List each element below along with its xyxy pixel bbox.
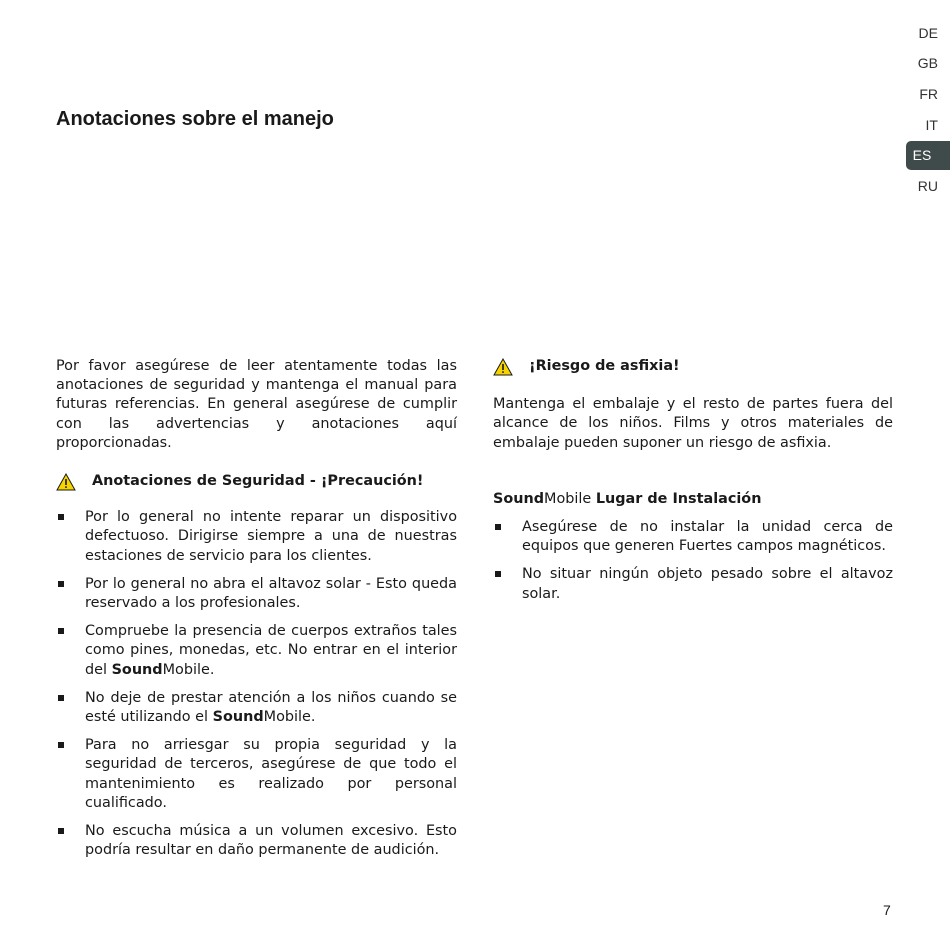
list-item-text: Mobile. bbox=[162, 661, 215, 678]
language-tab-de[interactable]: DE bbox=[918, 24, 938, 41]
bullet-square-icon bbox=[58, 628, 64, 634]
bullet-square-icon bbox=[58, 581, 64, 587]
safety-heading-text: Anotaciones de Seguridad - ¡Precaución! bbox=[92, 473, 424, 490]
list-item-text: Por lo general no intente reparar un dispositivo defectuoso. Dirigirse siempre a una de nuestras estaciones de servicio para los clientes. bbox=[85, 509, 457, 564]
language-tab-it[interactable]: IT bbox=[925, 116, 938, 133]
bullet-square-icon bbox=[495, 571, 501, 577]
location-heading bbox=[493, 490, 893, 509]
language-tab-es[interactable]: ES bbox=[906, 141, 950, 170]
suffocation-paragraph: Mantenga el embalaje y el resto de partes fuera del alcance de los niños. Films y otros materiales de embalaje pueden suponer un riesgo de asfixia. bbox=[493, 396, 893, 451]
location-list-item bbox=[493, 565, 893, 603]
safety-list-item bbox=[56, 575, 457, 613]
brand-text: Sound bbox=[212, 709, 264, 726]
page-title: Anotaciones sobre el manejo bbox=[56, 108, 334, 130]
safety-heading bbox=[56, 472, 457, 491]
location-list-item bbox=[493, 518, 893, 556]
language-tab-ru[interactable]: RU bbox=[917, 177, 938, 194]
warning-icon bbox=[56, 473, 76, 491]
safety-list-item bbox=[56, 622, 457, 680]
safety-list-item bbox=[56, 736, 457, 813]
safety-list bbox=[56, 508, 457, 860]
language-tabs bbox=[906, 18, 950, 202]
brand-sound: Sound bbox=[493, 490, 545, 507]
list-item-text: Compruebe la presencia de cuerpos extraños tales como pines, monedas, etc. No entrar en el interior del bbox=[85, 623, 457, 678]
bullet-square-icon bbox=[58, 695, 64, 701]
safety-list-item bbox=[56, 689, 457, 727]
list-item-text: No escucha música a un volumen excesivo. Esto podría resultar en daño permanente de audición. bbox=[85, 823, 457, 859]
brand-mobile: Mobile bbox=[544, 490, 592, 507]
list-item-text: Para no arriesgar su propia seguridad y la seguridad de terceros, asegúrese de que todo el mantenimiento es realizado por personal cualificado. bbox=[85, 737, 457, 811]
list-item-text: Por lo general no abra el altavoz solar - Esto queda reservado a los profesionales. bbox=[85, 575, 457, 612]
intro-paragraph: Por favor asegúrese de leer atentamente todas las anotaciones de seguridad y mantenga el manual para futuras referencias. En general asegúrese de cumplir con las advertencias y anotaciones aquí proporcionadas. bbox=[56, 358, 457, 451]
list-item-text: No situar ningún objeto pesado sobre el altavoz solar. bbox=[522, 566, 893, 602]
suffocation-heading bbox=[493, 357, 893, 376]
suffocation-heading-text: ¡Riesgo de asfixia! bbox=[529, 358, 680, 374]
right-column bbox=[493, 357, 893, 613]
location-title: Lugar de Instalación bbox=[595, 490, 762, 507]
bullet-square-icon bbox=[58, 514, 64, 520]
warning-icon bbox=[493, 358, 513, 376]
bullet-square-icon bbox=[58, 828, 64, 834]
page-number: 7 bbox=[883, 902, 891, 918]
language-tab-gb[interactable]: GB bbox=[917, 55, 938, 72]
left-column bbox=[56, 357, 457, 869]
list-item-text: Asegúrese de no instalar la unidad cerca de equipos que generen Fuertes campos magnéticos. bbox=[522, 519, 893, 555]
list-item-text: Mobile. bbox=[263, 709, 316, 726]
bullet-square-icon bbox=[495, 524, 501, 530]
list-item-text: No deje de prestar atención a los niños cuando se esté utilizando el bbox=[85, 689, 457, 726]
safety-list-item bbox=[56, 822, 457, 860]
brand-text: Sound bbox=[111, 661, 163, 678]
language-tab-fr[interactable]: FR bbox=[919, 85, 938, 102]
location-list bbox=[493, 518, 893, 604]
bullet-square-icon bbox=[58, 742, 64, 748]
safety-list-item bbox=[56, 508, 457, 566]
